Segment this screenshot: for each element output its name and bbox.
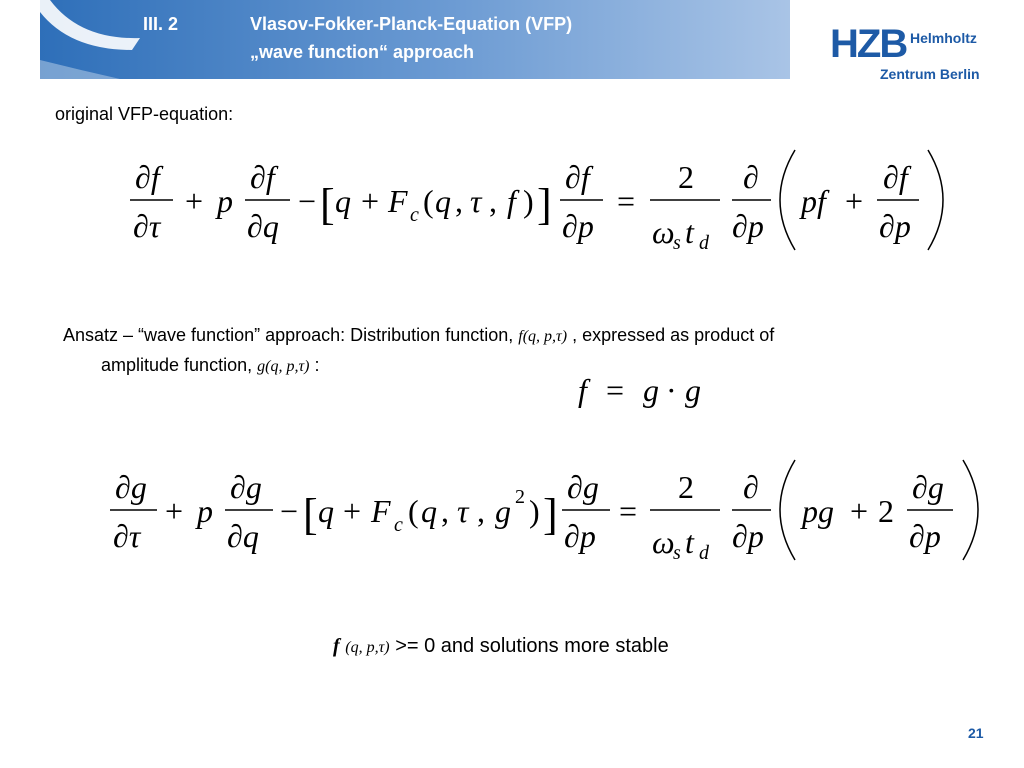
svg-text:g: g bbox=[643, 372, 659, 408]
svg-text:∂p: ∂p bbox=[562, 208, 594, 244]
svg-text:∂g: ∂g bbox=[567, 469, 599, 505]
svg-text:): ) bbox=[529, 493, 540, 529]
logo-mark: HZB bbox=[830, 22, 907, 66]
conclusion-statement: >= 0 and solutions more stable bbox=[395, 635, 669, 657]
svg-text:,: , bbox=[489, 183, 497, 219]
section-heading: original VFP-equation: bbox=[55, 104, 234, 124]
svg-text:∂g: ∂g bbox=[230, 469, 262, 505]
conclusion-f: f bbox=[333, 635, 340, 657]
svg-text:∂τ: ∂τ bbox=[133, 208, 161, 244]
svg-text:): ) bbox=[523, 183, 534, 219]
svg-text:∂f: ∂f bbox=[135, 159, 160, 195]
svg-text:+: + bbox=[361, 183, 380, 219]
header-banner bbox=[40, 0, 790, 79]
ansatz-paragraph bbox=[63, 321, 993, 381]
svg-text:ω: ω bbox=[652, 524, 675, 560]
svg-text:,: , bbox=[441, 493, 449, 529]
page-number: 21 bbox=[968, 725, 984, 741]
svg-text:s: s bbox=[673, 232, 681, 254]
svg-text:∂p: ∂p bbox=[732, 518, 764, 554]
svg-text:d: d bbox=[699, 542, 709, 564]
swoosh-decoration bbox=[40, 0, 160, 79]
logo-line1: Helmholtz bbox=[910, 30, 977, 46]
svg-text:∂f: ∂f bbox=[250, 159, 275, 195]
svg-text:,: , bbox=[477, 493, 485, 529]
svg-text:+: + bbox=[165, 493, 184, 529]
svg-text:pg: pg bbox=[802, 493, 834, 529]
ansatz-text-1: Ansatz – “wave function” approach: Distribution function, bbox=[63, 325, 514, 345]
svg-text:g: g bbox=[685, 372, 701, 408]
svg-text:c: c bbox=[394, 514, 403, 536]
svg-text:F: F bbox=[388, 183, 408, 219]
svg-text:=: = bbox=[617, 183, 636, 219]
svg-text:s: s bbox=[673, 542, 681, 564]
svg-text:c: c bbox=[410, 204, 419, 226]
svg-text:τ: τ bbox=[470, 183, 482, 219]
svg-text:=: = bbox=[606, 372, 625, 408]
svg-text:]: ] bbox=[543, 490, 558, 539]
svg-text:]: ] bbox=[537, 180, 552, 229]
ansatz-text-2: , expressed as product of bbox=[572, 325, 775, 345]
slide-title: Vlasov-Fokker-Planck-Equation (VFP) bbox=[250, 14, 573, 34]
svg-text:pf: pf bbox=[801, 183, 826, 219]
svg-text:∂f: ∂f bbox=[565, 159, 590, 195]
svg-text:∂: ∂ bbox=[743, 159, 759, 195]
svg-text:q: q bbox=[335, 183, 351, 219]
svg-text:∂p: ∂p bbox=[564, 518, 596, 554]
svg-text:d: d bbox=[699, 232, 709, 254]
svg-text:−: − bbox=[298, 183, 317, 219]
slide-subtitle: „wave function“ approach bbox=[250, 42, 475, 62]
svg-text:−: − bbox=[280, 493, 299, 529]
svg-text:p: p bbox=[197, 493, 213, 529]
wave-function-equation bbox=[105, 455, 985, 565]
svg-text:∂q: ∂q bbox=[227, 518, 259, 554]
svg-text:∂p: ∂p bbox=[909, 518, 941, 554]
svg-text:[: [ bbox=[320, 180, 335, 229]
svg-text:∂τ: ∂τ bbox=[113, 518, 141, 554]
svg-text:p: p bbox=[217, 183, 233, 219]
svg-text:F: F bbox=[371, 493, 391, 529]
svg-text:t: t bbox=[685, 214, 694, 250]
svg-text:f: f bbox=[507, 183, 516, 219]
svg-text:(: ( bbox=[423, 183, 434, 219]
svg-text:2: 2 bbox=[678, 469, 694, 505]
svg-text:+: + bbox=[845, 183, 864, 219]
ansatz-math-f: f(q, p,τ) bbox=[518, 328, 568, 345]
section-number: III. 2 bbox=[143, 14, 179, 34]
svg-text:·: · bbox=[666, 372, 677, 408]
svg-text:t: t bbox=[685, 524, 694, 560]
conclusion-text bbox=[333, 635, 669, 658]
svg-text:ω: ω bbox=[652, 214, 675, 250]
svg-text:g: g bbox=[495, 493, 511, 529]
svg-text:(: ( bbox=[408, 493, 419, 529]
ansatz-math-g: g(q, p,τ) bbox=[257, 358, 310, 375]
vfp-equation bbox=[125, 145, 945, 255]
svg-text:[: [ bbox=[303, 490, 318, 539]
ansatz-text-4: : bbox=[314, 355, 320, 375]
logo-line2: Zentrum Berlin bbox=[880, 66, 980, 82]
svg-text:+: + bbox=[343, 493, 362, 529]
svg-text:2: 2 bbox=[878, 493, 894, 529]
svg-text:∂p: ∂p bbox=[879, 208, 911, 244]
conclusion-args: (q, p,τ) bbox=[345, 639, 390, 656]
svg-text:q: q bbox=[318, 493, 334, 529]
svg-text:∂g: ∂g bbox=[912, 469, 944, 505]
svg-text:2: 2 bbox=[678, 159, 694, 195]
svg-text:f: f bbox=[578, 372, 587, 408]
svg-text:∂f: ∂f bbox=[883, 159, 908, 195]
svg-text:+: + bbox=[185, 183, 204, 219]
svg-text:∂q: ∂q bbox=[247, 208, 279, 244]
svg-text:=: = bbox=[619, 493, 638, 529]
svg-text:∂p: ∂p bbox=[732, 208, 764, 244]
product-equation bbox=[570, 365, 730, 415]
svg-text:2: 2 bbox=[515, 486, 525, 508]
svg-text:∂: ∂ bbox=[743, 469, 759, 505]
svg-text:∂g: ∂g bbox=[115, 469, 147, 505]
svg-text:+: + bbox=[850, 493, 869, 529]
svg-text:,: , bbox=[455, 183, 463, 219]
svg-text:τ: τ bbox=[457, 493, 469, 529]
hzb-logo bbox=[830, 22, 990, 84]
svg-text:q: q bbox=[421, 493, 437, 529]
svg-text:q: q bbox=[435, 183, 451, 219]
ansatz-text-3: amplitude function, bbox=[101, 355, 253, 375]
